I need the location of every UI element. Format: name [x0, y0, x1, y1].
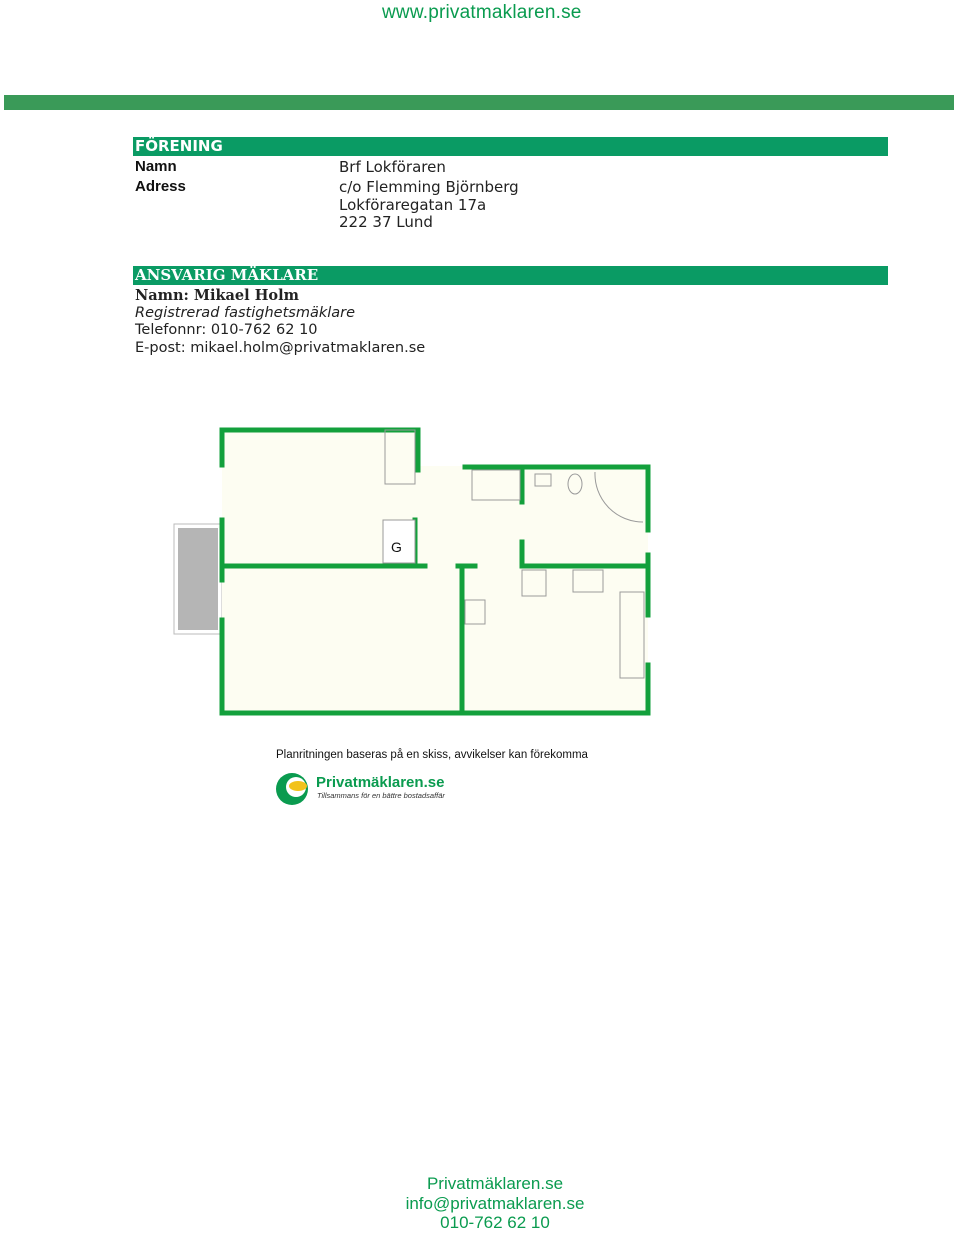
forening-header: FÖRENING — [133, 137, 888, 156]
room-label-g: G — [391, 539, 402, 555]
agent-phone[interactable]: Telefonnr: 010-762 62 10 — [135, 322, 318, 338]
logo-tagline: Tillsammans för en bättre bostadsaffär — [317, 791, 445, 800]
agent-email[interactable]: E-post: mikael.holm@privatmaklaren.se — [135, 340, 426, 356]
floorplan-disclaimer: Planritningen baseras på en skiss, avvikelser kan förekomma — [276, 749, 588, 761]
footer-phone[interactable]: 010-762 62 10 — [440, 1213, 550, 1232]
floor-plan — [170, 420, 660, 725]
address-label: Adress — [135, 178, 186, 195]
agent-role: Registrerad fastighetsmäklare — [135, 305, 356, 321]
logo-name: Privatmäklaren.se — [316, 774, 445, 791]
agent-header: ANSVARIG MÄKLARE — [133, 266, 888, 285]
address-line: Lokföraregatan 17a — [339, 196, 487, 214]
address-line: c/o Flemming Björnberg — [339, 178, 519, 196]
site-url[interactable]: www.privatmaklaren.se — [382, 2, 582, 23]
privatmaklaren-logo-icon — [272, 771, 316, 807]
address-line: 222 37 Lund — [339, 213, 433, 231]
footer-email[interactable]: info@privatmaklaren.se — [405, 1194, 585, 1213]
agent-name: Namn: Mikael Holm — [135, 287, 299, 304]
name-value: Brf Lokföraren — [339, 158, 446, 176]
balcony — [178, 528, 218, 630]
top-band — [4, 95, 954, 110]
floor-area — [222, 430, 648, 713]
footer-name[interactable]: Privatmäklaren.se — [426, 1174, 564, 1193]
name-label: Namn — [135, 158, 177, 175]
